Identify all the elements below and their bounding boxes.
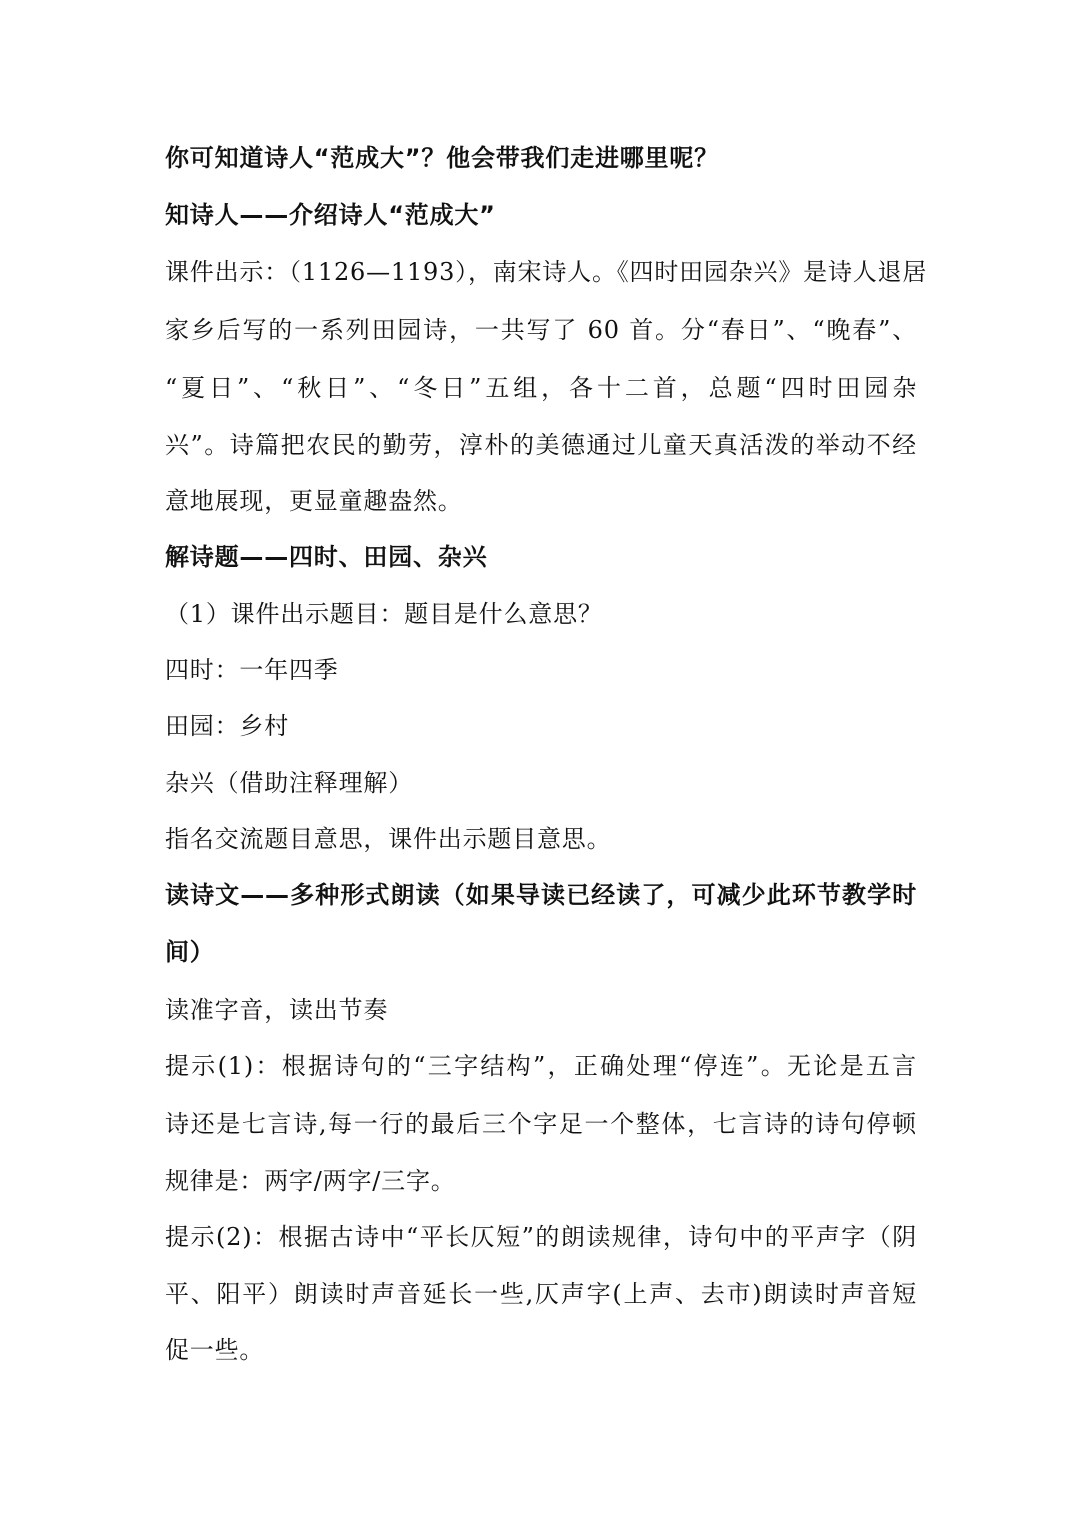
poet-paragraph-line: 兴”。诗篇把农民的勤劳，淳朴的美德通过儿童天真活泼的举动不经 [165, 431, 917, 459]
tip1-line: 提示(1)：根据诗句的“三字结构”，正确处理“停连”。无论是五言 [165, 1052, 917, 1080]
tip2-line: 提示(2)：根据古诗中“平长仄短”的朗读规律，诗句中的平声字（阴 [165, 1223, 917, 1251]
poet-paragraph-line: 意地展现，更显童趣盎然。 [165, 487, 463, 515]
tip1-line: 诗还是七言诗,每一行的最后三个字足一个整体，七言诗的诗句停顿 [165, 1110, 917, 1138]
intro-question: 你可知道诗人“范成大”？他会带我们走进哪里呢？ [165, 144, 719, 172]
poet-paragraph-line: 家乡后写的一系列田园诗，一共写了 60 首。分“春日”、“晚春”、 [165, 316, 917, 344]
title-item-zaxing: 杂兴（借助注释理解） [165, 769, 413, 797]
section-heading-read-cont: 间） [165, 938, 215, 966]
tip2-line: 平、阳平）朗读时声音延长一些,仄声字(上声、去市)朗读时声音短 [165, 1280, 917, 1308]
tip2-line: 促一些。 [165, 1336, 265, 1364]
section-heading-title: 解诗题——四时、田园、杂兴 [165, 543, 488, 571]
title-item-tianyuan: 田园：乡村 [165, 712, 289, 740]
poet-paragraph-line: 课件出示：（1126—1193），南宋诗人。《四时田园杂兴》是诗人退居 [165, 258, 928, 286]
read-subheading: 读准字音，读出节奏 [165, 996, 389, 1024]
section-heading-read: 读诗文——多种形式朗读（如果导读已经读了，可减少此环节教学时 [165, 881, 917, 909]
section-heading-poet: 知诗人——介绍诗人“范成大” [165, 201, 496, 229]
poet-paragraph-line: “夏日”、“秋日”、“冬日”五组，各十二首，总题“四时田园杂 [165, 374, 917, 402]
title-item-exchange: 指名交流题目意思，课件出示题目意思。 [165, 825, 612, 853]
title-item-sishi: 四时：一年四季 [165, 656, 339, 684]
title-item-question: （1）课件出示题目：题目是什么意思？ [165, 600, 603, 628]
tip1-line: 规律是：两字/两字/三字。 [165, 1167, 456, 1195]
